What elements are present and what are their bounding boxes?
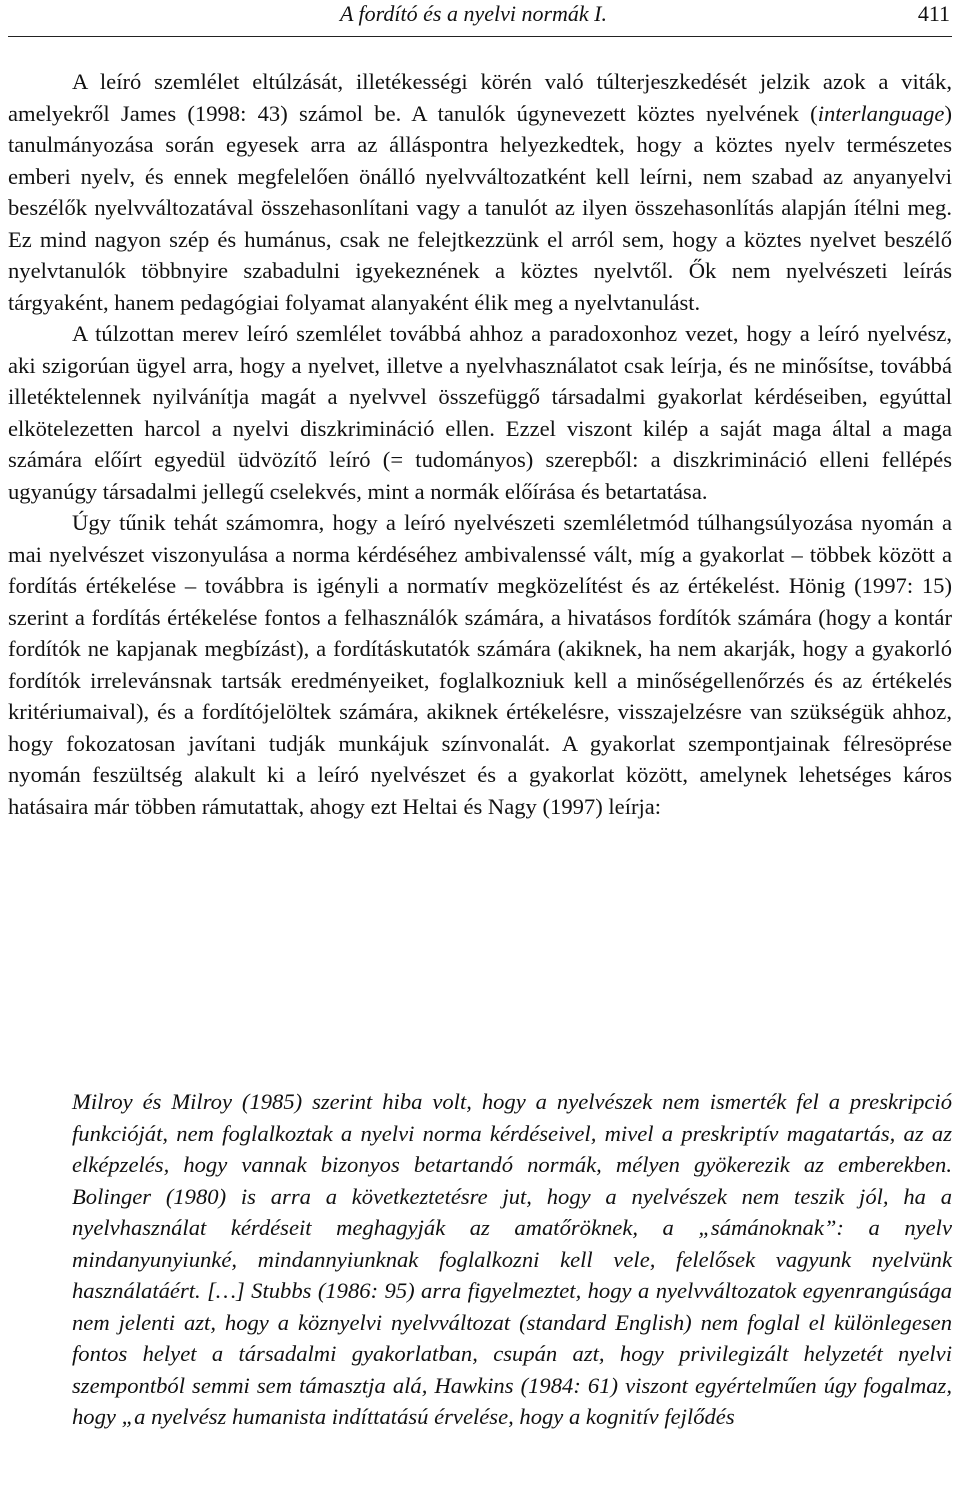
body-text — [8, 66, 952, 822]
paragraph-1-part-a: A leíró szemlélet eltúlzását, illetékességi körén való túlterjeszkedését jelzik azok a viták, amelyekről James (1998: 43) számol be. A tanulók úgynevezett köztes nyelvének ( — [8, 69, 952, 126]
block-quote — [72, 1086, 952, 1433]
paragraph-3: Úgy tűnik tehát számomra, hogy a leíró nyelvészeti szemléletmód túlhangsúlyozása nyomán a mai nyelvészet viszonyulása a norma kérdéséhez ambivalenssé vált, míg a gyakorlat – többek között a fordítás értékelése – továbbra is igényli a normatív megközelítést és az értékelést. Hönig (1997: 15) szerint a fordítás értékelése fontos a felhasználók számára, a hivatásos fordítók számára (hogy a kontár fordítók ne kapjanak megbízást), a fordításkutatók számára (akiknek, ha nem akarják, hogy a gyakorló fordítók irrelevánsnak tartsák eredményeiket, foglalkozniuk kell a minőségellenőrzés és az értékelés kritériumaival), és a fordítójelöltek számára, akiknek értékelésre, visszajelzésre van szükségük ahhoz, hogy fokozatosan javítani tudják munkájuk színvonalát. A gyakorlat szempontjainak félresöprése nyomán feszültség alakult ki a leíró nyelvészet és a gyakorlat között, amelynek lehetséges káros hatásaira már többen rámutattak, ahogy ezt Heltai és Nagy (1997) leírja: — [8, 510, 952, 819]
running-title: A fordító és a nyelvi normák I. — [340, 1, 608, 26]
header-rule — [8, 36, 952, 37]
paragraph-1-term: interlanguage — [817, 100, 945, 126]
paragraph-1-part-b: ) tanulmányozása során egyesek arra az álláspontra helyezkedtek, hogy a köztes nyelv természetes emberi nyelv, és ennek megfelelően önálló nyelvváltozatként kell leírni, nem szabad az anyanyelvi beszélők nyelvváltozatával összehasonlítani vagy a tanulót az ilyen összehasonlítás alapján ítélni meg. Ez mind nagyon szép és humánus, csak ne felejtkezzünk el arról sem, hogy a köztes nyelvet beszélő nyelvtanulók többnyire szabadulni igyekeznének a köztes nyelvtől. Ők nem nyelvészeti leírás tárgyaként, hanem pedagógiai folyamat alanyaként élik meg a nyelvtanulást. — [8, 100, 952, 315]
page-number: 411 — [917, 1, 950, 26]
paragraph-1 — [8, 66, 952, 318]
page-header — [0, 0, 960, 38]
paragraph-2: A túlzottan merev leíró szemlélet továbbá ahhoz a paradoxonhoz vezet, hogy a leíró nyelvész, aki szigorúan ügyel arra, hogy a nyelvet, illetve a nyelvhasználatot csak leírja, és ne minősítse, továbbá illetéktelennek nyilvánítja magát a nyelvvel összefüggő társadalmi gyakorlat kérdéseiben, egyúttal elkötelezetten harcol a nyelvi diszkrimináció ellen. Ezzel viszont kilép a saját maga által a maga számára előírt egyedül üdvözítő leíró (= tudományos) szerepből: a diszkrimináció elleni fellépés ugyanúgy társadalmi jellegű cselekvés, mint a normák előírása és betartatása. — [8, 321, 952, 504]
quote-text: Milroy és Milroy (1985) szerint hiba volt, hogy a nyelvészek nem ismerték fel a preskripció funkcióját, nem foglalkoztak a nyelvi norma kérdéseivel, mivel a preskriptív magatartás, az az elképzelés, hogy vannak bizonyos betartandó normák, mélyen gyökerezik az emberekben. Bolinger (1980) is arra a következtetésre jut, hogy a nyelvészek nem teszik jól, ha a nyelvhasználat kérdéseit meghagyják az amatőröknek, a „sámánoknak”: a nyelv mindanyunyiunké, mindannyiunknak foglalkozni kell vele, felelősek vagyunk nyelvünk használatáért. […] Stubbs (1986: 95) arra figyelmeztet, hogy a nyelvváltozatok egyenrangúsága nem jelenti azt, hogy a köznyelvi nyelvváltozat (standard English) nem foglal el különlegesen fontos helyet a társadalmi gyakorlatban, csupán azt, hogy privilegizált helyzetét nyelvi szempontból semmi sem támasztja alá, Hawkins (1984: 61) viszont egyértelműen úgy fogalmaz, hogy „a nyelvész humanista indíttatású érvelése, hogy a kognitív fejlődés — [72, 1089, 952, 1429]
